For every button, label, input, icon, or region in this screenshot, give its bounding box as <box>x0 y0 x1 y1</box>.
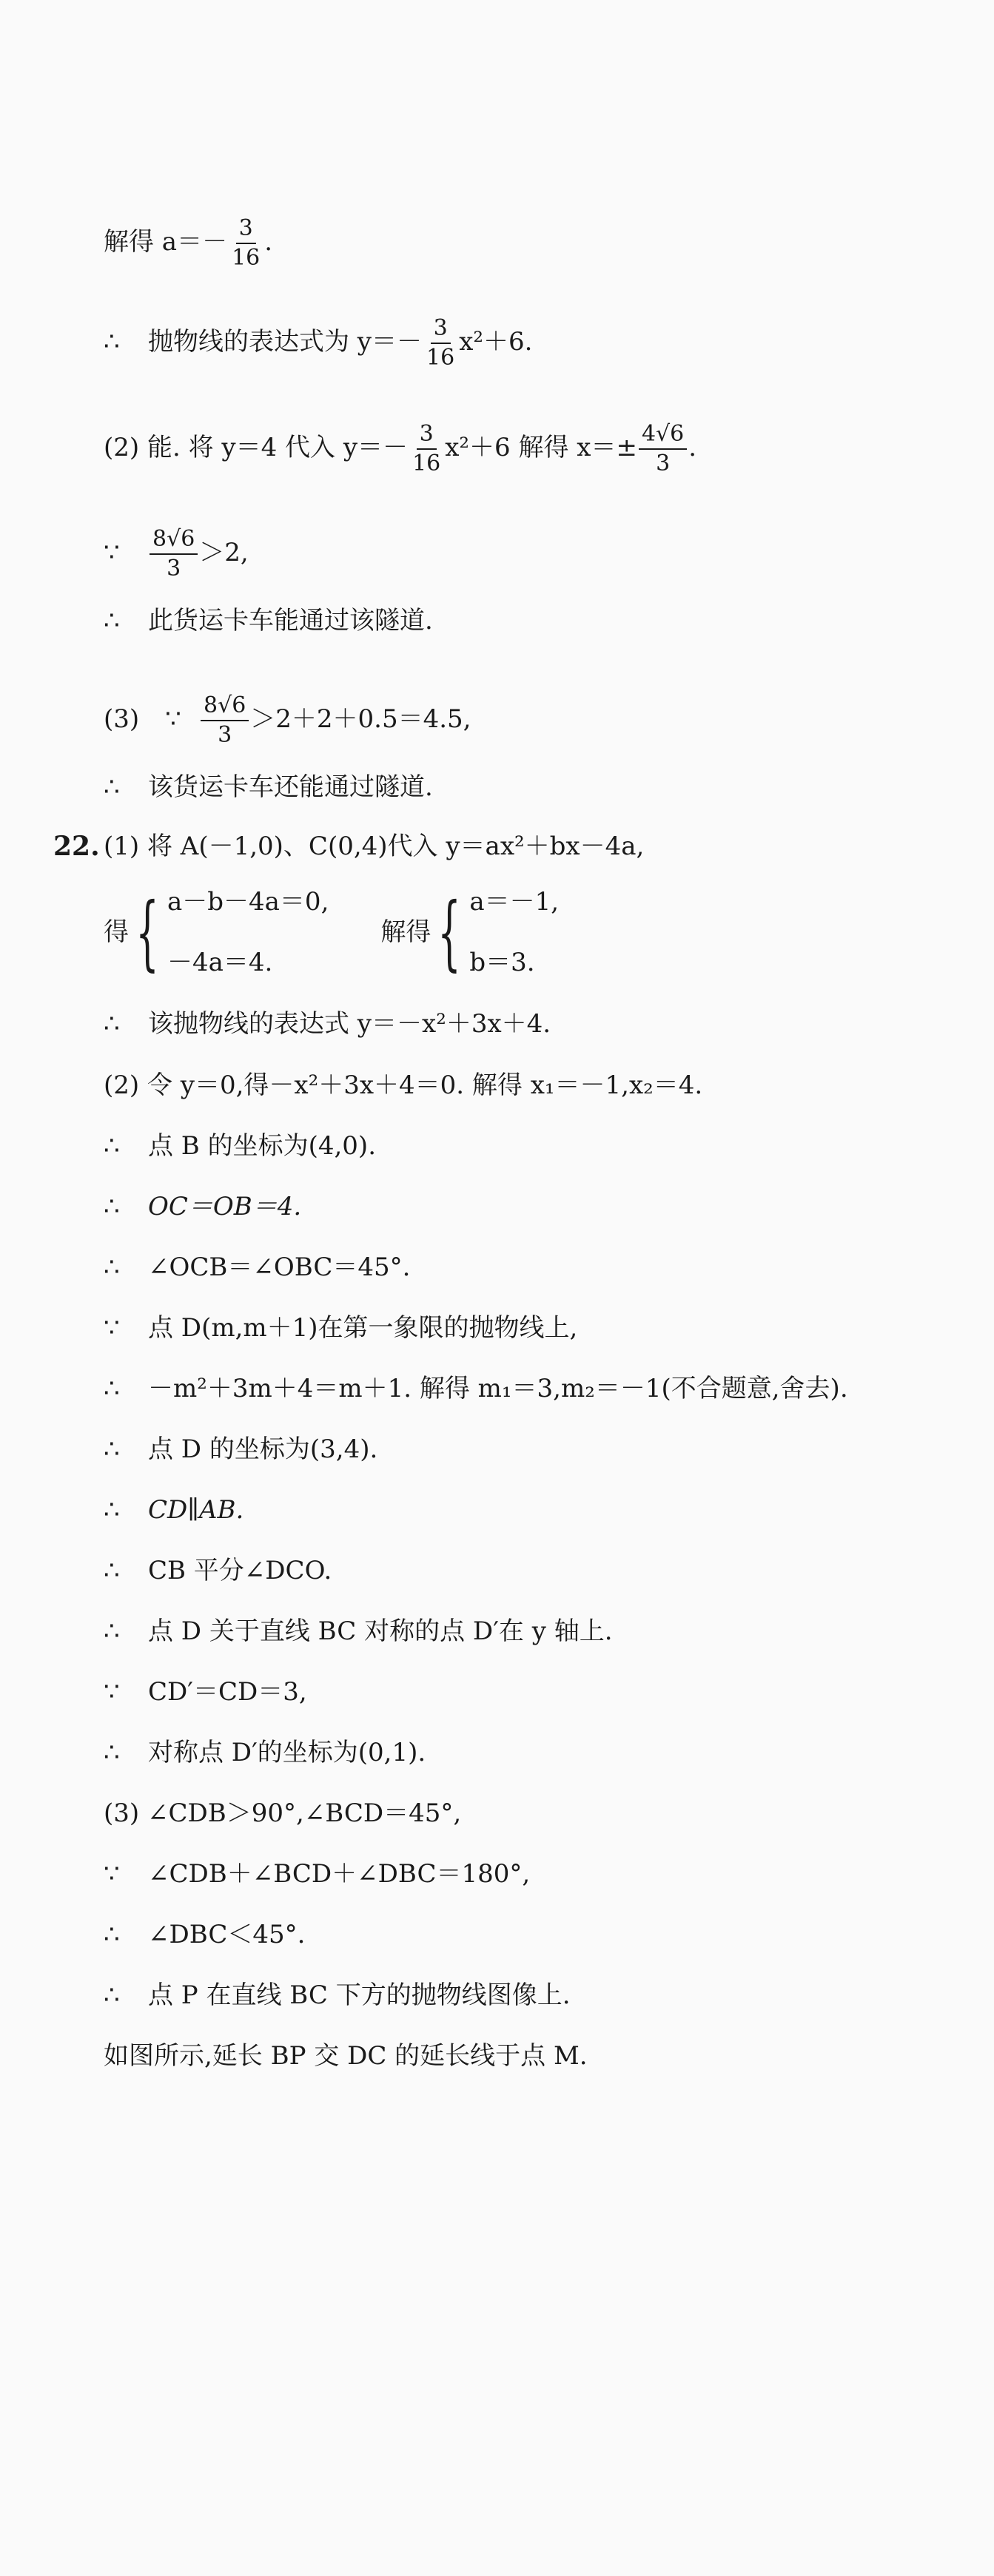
text: x²＋6. <box>459 327 533 357</box>
because-symbol: ∵ <box>104 1859 120 1889</box>
proof-line <box>104 1006 551 1042</box>
text: (1) 将 A(－1,0)、C(0,4)代入 y＝ax²＋bx－4a, <box>104 832 645 861</box>
system-rows <box>167 884 329 980</box>
proof-line <box>104 1553 332 1588</box>
equation-system <box>129 884 329 980</box>
equation: －4a＝4. <box>167 948 273 977</box>
text: 点 D 关于直线 BC 对称的点 D′在 y 轴上. <box>148 1616 613 1646</box>
fraction <box>409 420 443 478</box>
numerator: 8√6 <box>201 692 249 721</box>
parabola-expression-line <box>104 314 532 372</box>
because-symbol: ∵ <box>104 538 120 567</box>
fraction <box>423 314 457 372</box>
proof-line <box>104 1917 305 1952</box>
part2-line <box>104 420 696 478</box>
therefore-symbol: ∴ <box>104 1556 120 1585</box>
proof-line <box>104 1250 410 1285</box>
system-rows <box>469 884 559 980</box>
text: CD∥AB. <box>148 1495 244 1525</box>
proof-line <box>104 1856 530 1892</box>
text: ∠DBC＜45°. <box>148 1920 306 1949</box>
equation: a－b－4a＝0, <box>167 887 329 917</box>
proof-line <box>104 2038 588 2074</box>
brace-icon: { <box>437 885 462 980</box>
text: OC＝OB＝4. <box>148 1192 302 1221</box>
therefore-symbol: ∴ <box>104 772 120 802</box>
therefore-symbol: ∴ <box>104 1920 120 1949</box>
solution-system <box>431 884 559 980</box>
proof-line <box>104 1796 461 1831</box>
therefore-symbol: ∴ <box>104 1434 120 1464</box>
numerator: 3 <box>417 420 437 450</box>
text: 抛物线的表达式为 y＝－ <box>148 327 423 357</box>
text: 点 B 的坐标为(4,0). <box>148 1131 377 1161</box>
numerator: 3 <box>236 215 256 244</box>
text: (3) ∠CDB＞90°,∠BCD＝45°, <box>104 1798 462 1828</box>
text: 对称点 D′的坐标为(0,1). <box>148 1738 426 1767</box>
fraction <box>639 420 687 478</box>
therefore-symbol: ∴ <box>104 1192 120 1221</box>
conclusion-line <box>104 769 433 805</box>
therefore-symbol: ∴ <box>104 1616 120 1646</box>
because-symbol: ∵ <box>104 1677 120 1707</box>
text: x²＋6 解得 x＝± <box>445 433 637 462</box>
text: 解得 a＝－ <box>104 227 228 257</box>
fraction <box>229 215 263 272</box>
therefore-symbol: ∴ <box>104 1009 120 1039</box>
text: (2) 能. 将 y＝4 代入 y＝－ <box>104 433 409 462</box>
proof-line <box>104 1068 702 1103</box>
equation: a＝－1, <box>469 887 560 917</box>
text: 解得 <box>380 917 431 947</box>
text: . <box>688 433 697 462</box>
brace-icon: { <box>135 885 159 980</box>
therefore-symbol: ∴ <box>104 1738 120 1767</box>
text: 该货运卡车还能通过隧道. <box>148 772 433 802</box>
therefore-symbol: ∴ <box>104 1252 120 1282</box>
fraction <box>201 692 249 749</box>
text: ∠CDB＋∠BCD＋∠DBC＝180°, <box>148 1859 531 1889</box>
denominator: 16 <box>426 345 455 371</box>
text: 此货运卡车能通过该隧道. <box>148 606 433 635</box>
numerator: 3 <box>431 314 451 344</box>
because-symbol: ∵ <box>165 704 181 734</box>
denominator: 3 <box>656 451 671 476</box>
therefore-symbol: ∴ <box>104 1131 120 1161</box>
numerator: 8√6 <box>150 525 198 555</box>
therefore-symbol: ∴ <box>104 327 120 357</box>
therefore-symbol: ∴ <box>104 1495 120 1525</box>
text: CB 平分∠DCO. <box>148 1556 332 1585</box>
therefore-symbol: ∴ <box>104 606 120 635</box>
text: 点 P 在直线 BC 下方的抛物线图像上. <box>148 1980 571 2010</box>
denominator: 3 <box>167 556 181 581</box>
text: 如图所示,延长 BP 交 DC 的延长线于点 M. <box>104 2041 588 2071</box>
text: CD′＝CD＝3, <box>148 1677 307 1707</box>
conclusion-line <box>104 603 433 638</box>
because-line <box>104 525 249 583</box>
solve-a-line <box>104 215 272 272</box>
proof-line <box>104 1492 244 1528</box>
proof-line <box>104 1310 577 1346</box>
question-number: 22. <box>53 831 100 862</box>
denominator: 16 <box>232 245 261 271</box>
text: ∠OCB＝∠OBC＝45°. <box>148 1252 411 1282</box>
denominator: 16 <box>412 451 441 476</box>
proof-line <box>104 1674 307 1710</box>
equation-system-line <box>104 884 559 980</box>
proof-line <box>104 1735 426 1770</box>
denominator: 3 <box>218 722 232 748</box>
proof-line <box>104 1189 301 1224</box>
text: 点 D 的坐标为(3,4). <box>148 1434 378 1464</box>
text: . <box>264 227 273 257</box>
text: －m²＋3m＋4＝m＋1. 解得 m₁＝3,m₂＝－1(不合题意,舍去). <box>148 1374 848 1403</box>
proof-line <box>104 1128 376 1164</box>
therefore-symbol: ∴ <box>104 1980 120 2010</box>
therefore-symbol: ∴ <box>104 1374 120 1403</box>
proof-line <box>104 1614 613 1649</box>
proof-line <box>104 1432 377 1467</box>
text: 得 <box>104 917 129 947</box>
text: (3) <box>104 704 140 734</box>
part3-line <box>104 692 471 749</box>
text: 该抛物线的表达式 y＝－x²＋3x＋4. <box>148 1009 551 1039</box>
text: ＞2, <box>199 538 249 567</box>
numerator: 4√6 <box>639 420 687 450</box>
text: (2) 令 y＝0,得－x²＋3x＋4＝0. 解得 x₁＝－1,x₂＝4. <box>104 1070 703 1100</box>
equation: b＝3. <box>469 948 535 977</box>
proof-line <box>104 1371 848 1406</box>
proof-line <box>104 1977 571 2013</box>
because-symbol: ∵ <box>104 1313 120 1343</box>
text: ＞2＋2＋0.5＝4.5, <box>250 704 471 734</box>
fraction <box>150 525 198 583</box>
text: 点 D(m,m＋1)在第一象限的抛物线上, <box>148 1313 578 1343</box>
